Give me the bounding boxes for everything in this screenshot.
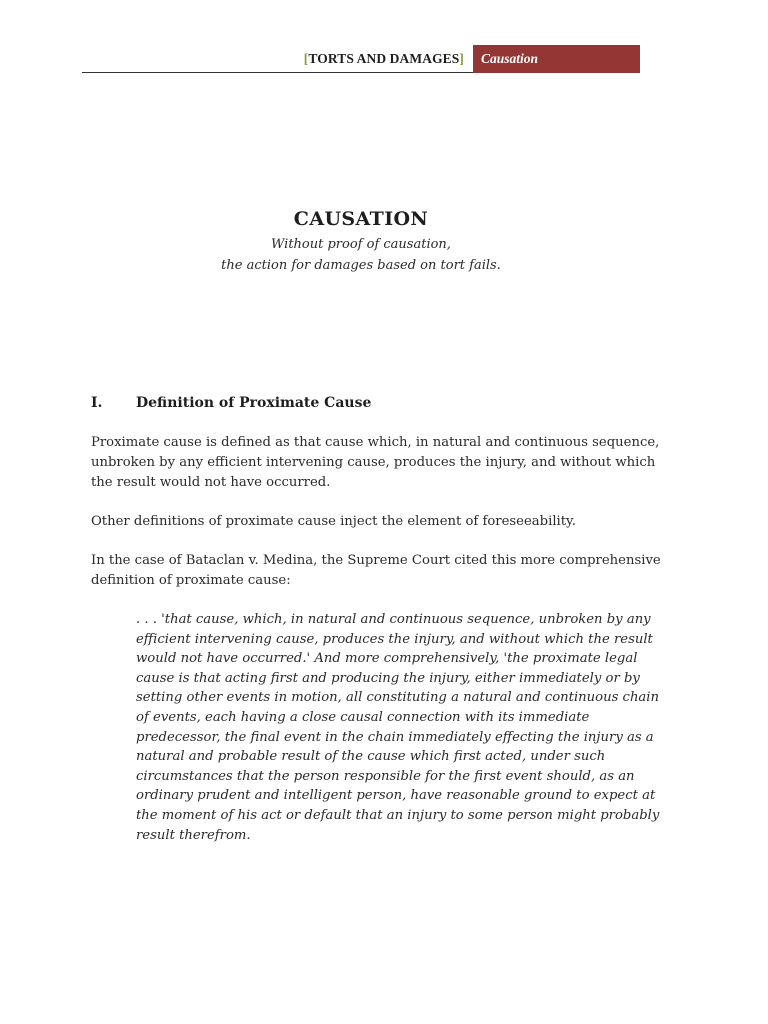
page-title: CAUSATION bbox=[293, 208, 429, 230]
body-paragraph: Proximate cause is defined as that cause which, in natural and continuous sequence, unbroken by any efficient intervening cause, produces the injury, and without which the result would not have occurred. bbox=[91, 435, 660, 490]
block-quote: . . . 'that cause, which, in natural and continuous sequence, unbroken by any efficient intervening cause, produces the injury, and without which the result would not have occurred.' And more comprehensively, 'the proximate legal cause is that acting first and producing the injury, either immediately or by setting other events in motion, all constituting a natural and continuous chain of events, each having a close causal connection with its immediate predecessor, the final event in the chain immediately effecting the injury as a natural and probable result of the cause which first acted, under such circumstances that the person responsible for the first event should, as an ordinary prudent and intelligent person, have reasonable ground to expect at the moment of his act or default that an injury to some person might probably result therefrom. bbox=[136, 612, 660, 843]
header-chapter-box bbox=[473, 45, 640, 73]
page-subtitle-line-1: Without proof of causation, bbox=[271, 237, 451, 252]
body-paragraph: In the case of Bataclan v. Medina, the Supreme Court cited this more comprehensive definition of proximate cause: bbox=[91, 553, 661, 588]
page-header bbox=[82, 45, 640, 73]
header-document-title bbox=[304, 51, 464, 67]
body-paragraph: Other definitions of proximate cause inject the element of foreseeability. bbox=[91, 514, 576, 529]
header-rule bbox=[82, 72, 473, 73]
header-left-text: TORTS AND DAMAGES bbox=[308, 51, 460, 66]
page-subtitle-line-2: the action for damages based on tort fails. bbox=[221, 258, 501, 273]
section-number: I. bbox=[91, 395, 103, 411]
header-chapter-label: Causation bbox=[481, 51, 539, 66]
section-heading: Definition of Proximate Cause bbox=[136, 395, 372, 411]
header-bracket-open: [ bbox=[303, 51, 309, 66]
header-bracket-close: ] bbox=[459, 51, 464, 66]
